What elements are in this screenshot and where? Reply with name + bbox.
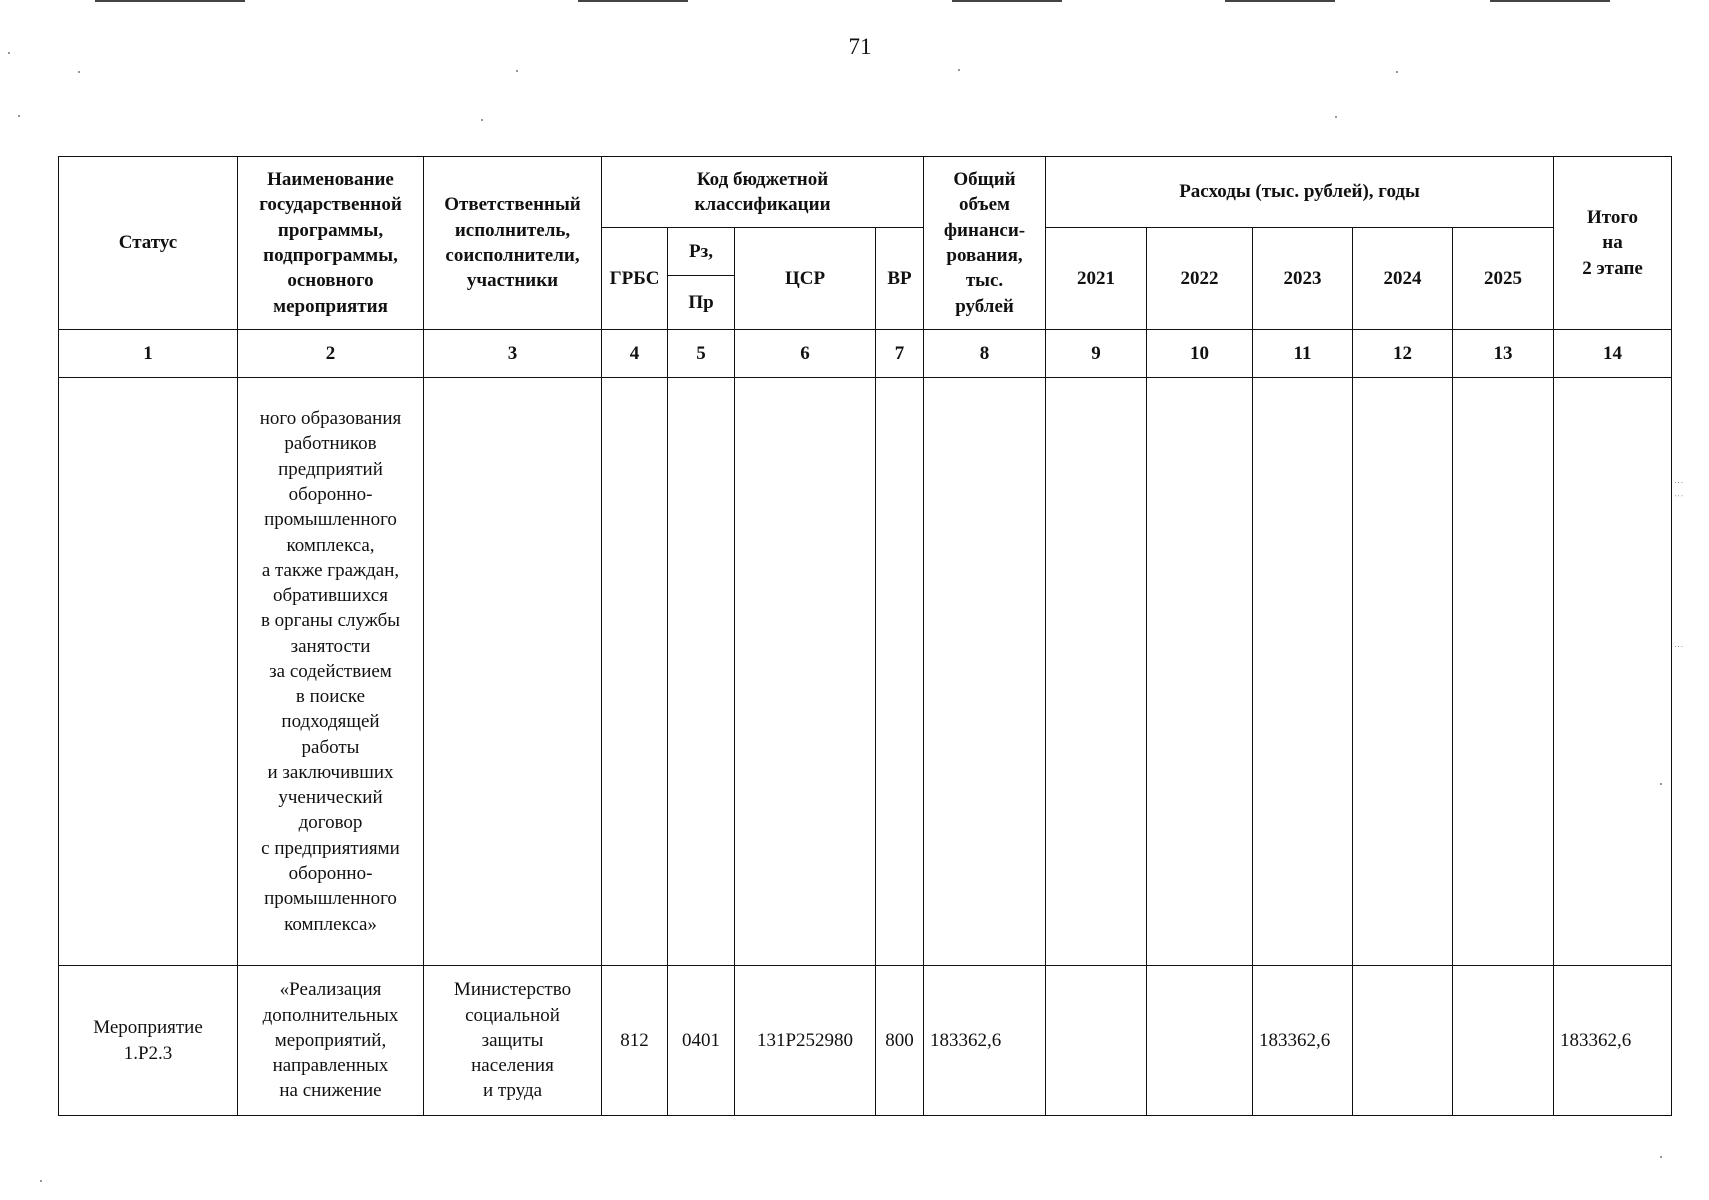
- scan-top-rule: [952, 0, 1062, 2]
- header-vr: ВР: [876, 228, 924, 330]
- column-number: 3: [424, 330, 602, 378]
- program-name-cell: ного образования работников предприятий оборонно- промышленного комплекса, а также граждан, обратившихся в органы службы занятости за содействием в поиске подходящей работы и заключивших ученический договор с предприятиями оборонно- промышленного комплекса»: [238, 378, 424, 966]
- column-number: 5: [668, 330, 735, 378]
- scan-speck: [1396, 71, 1398, 73]
- stage-total-cell: 183362,6: [1554, 966, 1672, 1116]
- grbs-cell: 812: [602, 966, 668, 1116]
- total-volume-cell: [924, 378, 1046, 966]
- header-executor: Ответственный исполнитель, соисполнители, участники: [424, 157, 602, 330]
- scan-speck: [481, 119, 483, 121]
- column-number: 10: [1147, 330, 1253, 378]
- header-year-2023: 2023: [1253, 228, 1353, 330]
- executor-cell: [424, 378, 602, 966]
- scan-top-rule: [578, 0, 688, 2]
- column-number: 8: [924, 330, 1046, 378]
- status-cell: [59, 378, 238, 966]
- year-2025-cell: [1453, 378, 1554, 966]
- scan-top-rule: [1225, 0, 1335, 2]
- header-expenses: Расходы (тыс. рублей), годы: [1046, 157, 1554, 228]
- scan-speck: [516, 70, 518, 72]
- status-cell: Мероприятие 1.Р2.3: [59, 966, 238, 1116]
- column-number: 11: [1253, 330, 1353, 378]
- header-year-2024: 2024: [1353, 228, 1453, 330]
- header-rz: Рз,: [668, 228, 735, 276]
- scan-speck: [18, 115, 20, 117]
- year-2025-cell: [1453, 966, 1554, 1116]
- total-volume-cell: 183362,6: [924, 966, 1046, 1116]
- column-number: 7: [876, 330, 924, 378]
- table-row-activity: [59, 966, 1672, 1116]
- rz-pr-cell: 0401: [668, 966, 735, 1116]
- year-2022-cell: [1147, 378, 1253, 966]
- rz-pr-cell: [668, 378, 735, 966]
- csr-cell: 131P252980: [735, 966, 876, 1116]
- header-year-2025: 2025: [1453, 228, 1554, 330]
- scan-speck: [40, 1180, 42, 1182]
- header-program-name: Наименование государственной программы, подпрограммы, основного мероприятия: [238, 157, 424, 330]
- header-pr: Пр: [668, 276, 735, 330]
- year-2023-cell: [1253, 378, 1353, 966]
- scan-top-rule: [95, 0, 245, 2]
- grbs-cell: [602, 378, 668, 966]
- column-number: 13: [1453, 330, 1554, 378]
- scan-speck: [78, 71, 80, 73]
- program-name-cell: «Реализация дополнительных мероприятий, направленных на снижение: [238, 966, 424, 1116]
- column-number: 2: [238, 330, 424, 378]
- column-number: 1: [59, 330, 238, 378]
- stage-total-cell: [1554, 378, 1672, 966]
- header-year-2022: 2022: [1147, 228, 1253, 330]
- year-2022-cell: [1147, 966, 1253, 1116]
- header-stage-total: Итого на 2 этапе: [1554, 157, 1672, 330]
- column-number: 4: [602, 330, 668, 378]
- header-grbs: ГРБС: [602, 228, 668, 330]
- year-2023-cell: 183362,6: [1253, 966, 1353, 1116]
- margin-scan-mark: ⋮ ⋮: [1674, 478, 1684, 502]
- margin-scan-mark: ⋮: [1674, 642, 1684, 652]
- year-2021-cell: [1046, 966, 1147, 1116]
- header-year-2021: 2021: [1046, 228, 1147, 330]
- column-number: 6: [735, 330, 876, 378]
- table-row-continuation: [59, 378, 1672, 966]
- header-total-volume: Общий объем финанси- рования, тыс. рублей: [924, 157, 1046, 330]
- year-2024-cell: [1353, 378, 1453, 966]
- column-number: 9: [1046, 330, 1147, 378]
- executor-cell: Министерство социальной защиты населения и труда: [424, 966, 602, 1116]
- vr-cell: [876, 378, 924, 966]
- scan-speck: [1660, 1156, 1662, 1158]
- header-status: Статус: [59, 157, 238, 330]
- csr-cell: [735, 378, 876, 966]
- header-csr: ЦСР: [735, 228, 876, 330]
- scan-top-rule: [1490, 0, 1610, 2]
- header-row: [59, 157, 1672, 228]
- scan-speck: [1335, 116, 1337, 118]
- budget-table: [58, 156, 1672, 1116]
- page-number: 71: [848, 34, 872, 59]
- header-budget-code: Код бюджетной классификации: [602, 157, 924, 228]
- scan-speck: [958, 69, 960, 71]
- column-number-row: [59, 330, 1672, 378]
- year-2024-cell: [1353, 966, 1453, 1116]
- column-number: 14: [1554, 330, 1672, 378]
- column-number: 12: [1353, 330, 1453, 378]
- year-2021-cell: [1046, 378, 1147, 966]
- vr-cell: 800: [876, 966, 924, 1116]
